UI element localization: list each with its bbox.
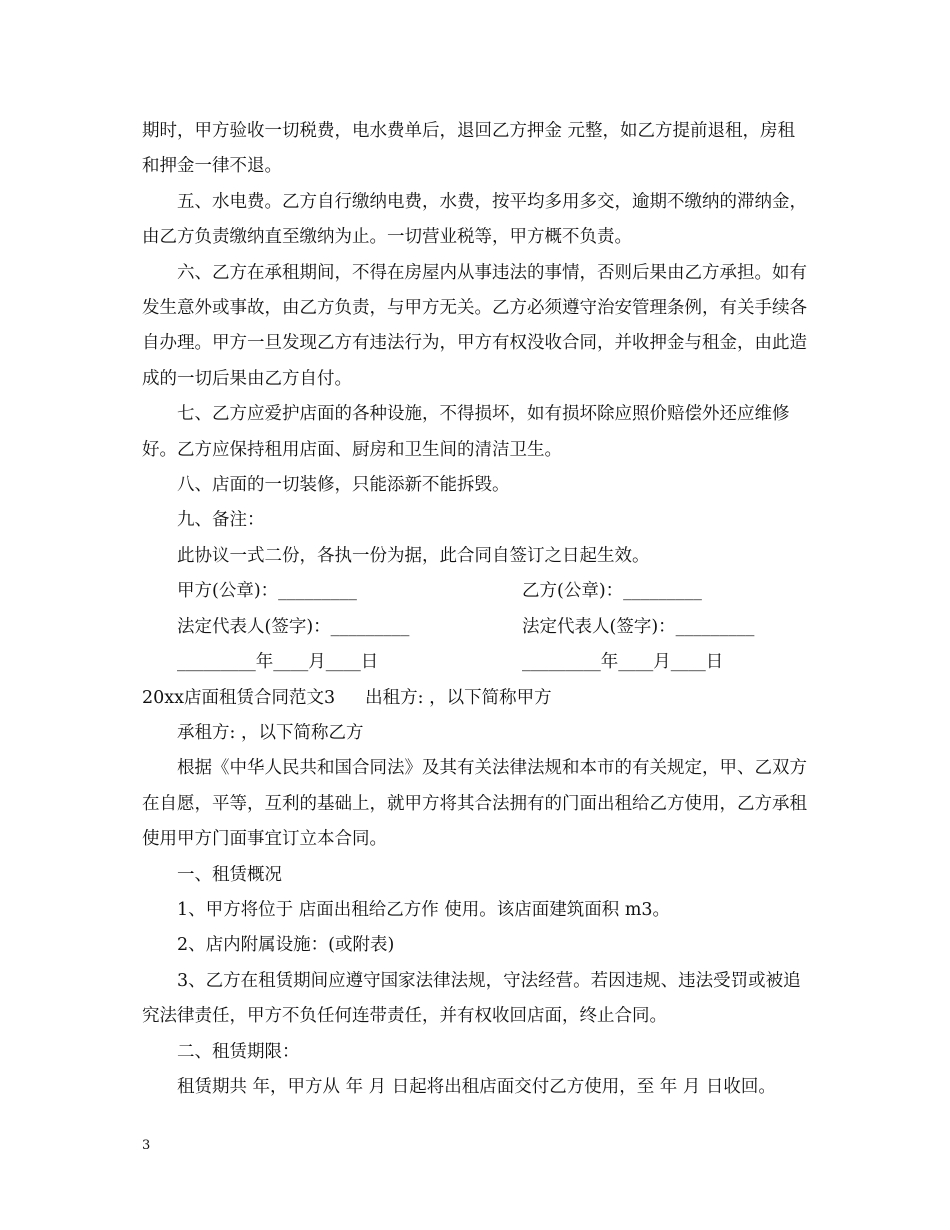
signature-row-seal	[142, 574, 812, 609]
signature-row-representative	[142, 610, 812, 645]
paragraph: 期时，甲方验收一切税费，电水费单后，退回乙方押金 元整，如乙方提前退租，房租和押金一律不退。	[142, 121, 796, 177]
document-body	[142, 114, 812, 1105]
section-title: 20xx店面租赁合同范文3	[142, 687, 336, 708]
signature-row-date	[142, 645, 812, 680]
party-b-representative-field: 法定代表人(签字)：_________	[522, 616, 755, 637]
paragraph: 承租方: ，以下简称乙方	[177, 722, 364, 743]
paragraph: 一、租赁概况	[177, 864, 282, 885]
paragraph: 五、水电费。乙方自行缴纳电费，水费，按平均多用多交，逾期不缴纳的滞纳金，由乙方负责缴纳直至缴纳为止。一切营业税等，甲方概不负责。	[142, 191, 807, 248]
paragraph: 根据《中华人民共和国合同法》及其有关法律法规和本市的有关规定，甲、乙双方在自愿，平等，互利的基础上，就甲方将其合法拥有的门面出租给乙方使用，乙方承租使用甲方门面事宜订立本合同。	[142, 758, 807, 850]
paragraph: 八、店面的一切装修，只能添新不能拆毁。	[177, 475, 510, 496]
party-b-seal-field: 乙方(公章)：_________	[522, 581, 702, 602]
party-a-representative-field: 法定代表人(签字)：_________	[177, 616, 410, 637]
paragraph: 2、店内附属设施：(或附表)	[177, 935, 395, 956]
party-a-date-field: _________年____月____日	[177, 652, 379, 673]
page-number: 3	[142, 1138, 151, 1153]
section-title-line	[142, 681, 812, 716]
party-a-seal-field: 甲方(公章)：_________	[177, 581, 357, 602]
lessor-line: 出租方: ，以下简称甲方	[365, 687, 552, 708]
paragraph: 3、乙方在租赁期间应遵守国家法律法规，守法经营。若因违规、违法受罚或被追究法律责任，甲方不负任何连带责任，并有权收回店面，终止合同。	[142, 970, 801, 1027]
paragraph: 七、乙方应爱护店面的各种设施，不得损坏，如有损坏除应照价赔偿外还应维修好。乙方应保持租用店面、厨房和卫生间的清洁卫生。	[142, 404, 790, 460]
paragraph: 1、甲方将位于 店面出租给乙方作 使用。该店面建筑面积 m3。	[177, 899, 671, 920]
paragraph: 租赁期共 年，甲方从 年 月 日起将出租店面交付乙方使用，至 年 月 日收回。	[177, 1076, 776, 1097]
paragraph: 二、租赁期限：	[177, 1041, 300, 1062]
paragraph: 此协议一式二份，各执一份为据，此合同自签订之日起生效。	[177, 545, 650, 566]
party-b-date-field: _________年____月____日	[522, 652, 724, 673]
paragraph: 九、备注：	[177, 510, 265, 531]
paragraph: 六、乙方在承租期间，不得在房屋内从事违法的事情，否则后果由乙方承担。如有发生意外或事故，由乙方负责，与甲方无关。乙方必须遵守治安管理条例，有关手续各自办理。甲方一旦发现乙方有违法行为，甲方有权没收合同，并收押金与租金，由此造成的一切后果由乙方自付。	[142, 262, 807, 389]
